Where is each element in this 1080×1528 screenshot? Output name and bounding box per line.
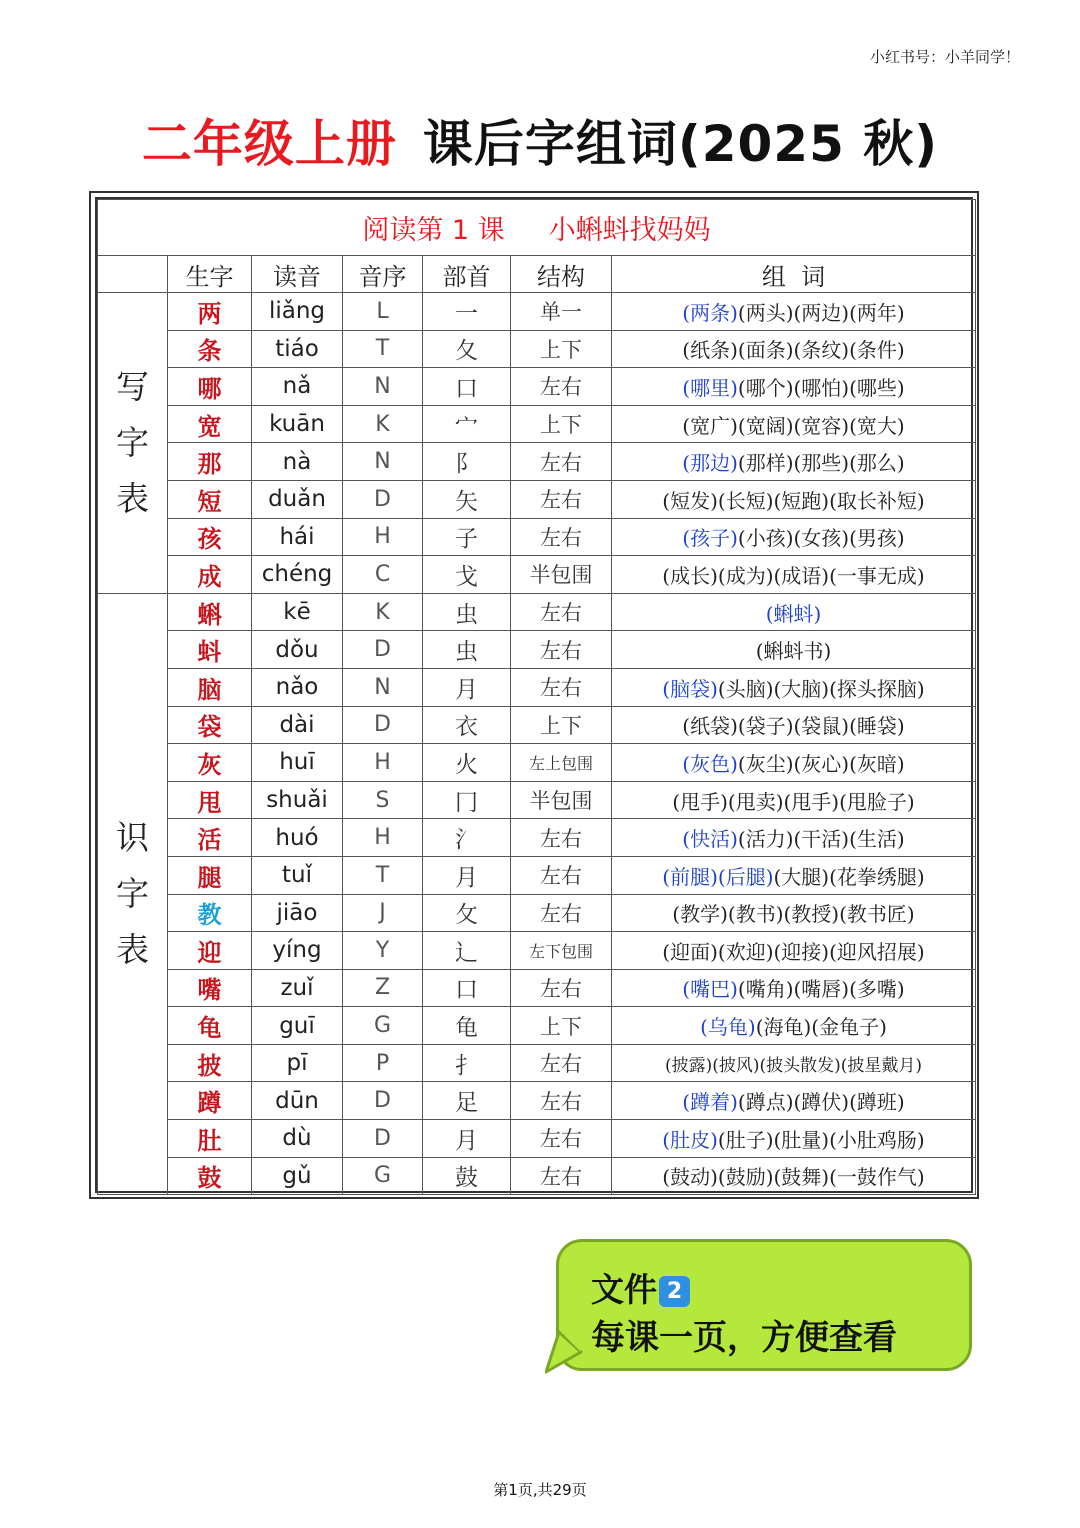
header-radical: 部首 — [423, 256, 511, 293]
char-cell: 蝌 — [168, 593, 252, 631]
word-item: (蹲点) — [737, 1090, 794, 1115]
char-cell: 条 — [168, 330, 252, 368]
words-cell — [612, 969, 976, 1007]
table-row — [98, 368, 976, 406]
pinyin-cell: chéng — [252, 556, 343, 594]
word-item: (长短) — [717, 488, 774, 513]
words-cell — [612, 1157, 976, 1195]
char-cell: 哪 — [168, 368, 252, 406]
word-item: (蹲班) — [849, 1090, 905, 1115]
bubble-tail-icon — [545, 1330, 585, 1375]
words-cell — [612, 556, 976, 594]
word-item: (肚量) — [773, 1127, 830, 1152]
table-row — [98, 969, 976, 1007]
order-cell: H — [343, 819, 423, 857]
word-item: (甩卖) — [727, 789, 784, 814]
header-order: 音序 — [343, 256, 423, 293]
structure-cell: 左右 — [511, 443, 612, 481]
radical-cell: 月 — [423, 1120, 511, 1158]
table-row — [98, 518, 976, 556]
radical-cell: 扌 — [423, 1044, 511, 1082]
char-cell: 披 — [168, 1044, 252, 1082]
table-row — [98, 894, 976, 932]
radical-cell: 口 — [423, 368, 511, 406]
word-item: (成语) — [773, 563, 830, 588]
radical-cell: 口 — [423, 969, 511, 1007]
title-grade: 二年级上册 — [141, 115, 397, 173]
word-item: (迎风招展) — [829, 939, 925, 964]
word-item: (花拳绣腿) — [829, 864, 925, 889]
order-cell: G — [343, 1157, 423, 1195]
pinyin-cell: kuān — [252, 405, 343, 443]
word-item: (一事无成) — [829, 563, 925, 588]
radical-cell: 虫 — [423, 593, 511, 631]
radical-cell: 戈 — [423, 556, 511, 594]
structure-cell: 左右 — [511, 593, 612, 631]
word-item: (灰色) — [682, 751, 738, 776]
word-item: (宽广) — [682, 413, 738, 438]
order-cell: K — [343, 593, 423, 631]
structure-cell: 半包围 — [511, 556, 612, 594]
word-item: (那边) — [682, 451, 738, 476]
order-cell: T — [343, 856, 423, 894]
table-row — [98, 556, 976, 594]
table-row — [98, 293, 976, 331]
word-item: (那样) — [737, 451, 794, 476]
word-item: (那些) — [793, 451, 850, 476]
bubble-file-label: 文件 — [591, 1270, 657, 1309]
word-item: (甩手) — [672, 789, 728, 814]
word-item: (灰尘) — [737, 751, 794, 776]
structure-cell: 左右 — [511, 480, 612, 518]
char-cell: 肚 — [168, 1120, 252, 1158]
pinyin-cell: liǎng — [252, 293, 343, 331]
radical-cell: 冂 — [423, 781, 511, 819]
header-pinyin: 读音 — [252, 256, 343, 293]
word-item: (肚子) — [717, 1127, 774, 1152]
order-cell: C — [343, 556, 423, 594]
char-cell: 灰 — [168, 744, 252, 782]
word-item: (披头散发) — [759, 1055, 841, 1076]
order-cell: N — [343, 668, 423, 706]
page-title — [0, 104, 1080, 176]
order-cell: D — [343, 706, 423, 744]
word-item: (袋鼠) — [793, 714, 850, 739]
watermark-text: 小红书号：小羊同学！ — [869, 48, 1020, 66]
section-label-write — [98, 293, 168, 594]
word-item: (蹲着) — [682, 1090, 738, 1115]
table-row — [98, 593, 976, 631]
char-cell: 脑 — [168, 668, 252, 706]
word-item: (女孩) — [793, 526, 850, 551]
pinyin-cell: dǒu — [252, 631, 343, 669]
structure-cell: 左右 — [511, 631, 612, 669]
words-cell — [612, 293, 976, 331]
order-cell: Y — [343, 932, 423, 970]
word-item: (教书匠) — [839, 902, 915, 927]
structure-cell: 左右 — [511, 1044, 612, 1082]
header-words: 组 词 — [612, 256, 976, 293]
order-cell: H — [343, 518, 423, 556]
word-item: (成为) — [717, 563, 774, 588]
section-label-recognize — [98, 593, 168, 1195]
table-row — [98, 668, 976, 706]
words-cell — [612, 405, 976, 443]
word-item: (披风) — [712, 1055, 760, 1076]
order-cell: K — [343, 405, 423, 443]
words-cell — [612, 1082, 976, 1120]
words-cell — [612, 668, 976, 706]
word-item: (海龟) — [755, 1015, 812, 1040]
structure-cell: 左右 — [511, 1082, 612, 1120]
structure-cell: 左右 — [511, 856, 612, 894]
words-cell — [612, 1044, 976, 1082]
vocabulary-table — [97, 199, 976, 1195]
char-cell: 嘴 — [168, 969, 252, 1007]
word-item: (迎接) — [773, 939, 830, 964]
structure-cell: 半包围 — [511, 781, 612, 819]
word-item: (肚皮) — [662, 1127, 718, 1152]
words-cell — [612, 932, 976, 970]
table-row — [98, 631, 976, 669]
char-cell: 袋 — [168, 706, 252, 744]
words-cell — [612, 443, 976, 481]
radical-cell: 阝 — [423, 443, 511, 481]
word-item: (多嘴) — [849, 977, 905, 1002]
order-cell: H — [343, 744, 423, 782]
table-frame — [89, 191, 979, 1199]
lesson-row — [98, 200, 976, 256]
bubble-line-2: 每课一页，方便查看 — [591, 1318, 897, 1358]
pinyin-cell: shuǎi — [252, 781, 343, 819]
pinyin-cell: huó — [252, 819, 343, 857]
char-cell: 教 — [168, 894, 252, 932]
structure-cell: 左上包围 — [511, 744, 612, 782]
word-item: (生活) — [849, 827, 905, 852]
pinyin-cell: pī — [252, 1044, 343, 1082]
word-item: (欢迎) — [717, 939, 774, 964]
structure-cell: 上下 — [511, 405, 612, 443]
words-cell — [612, 368, 976, 406]
words-cell — [612, 330, 976, 368]
order-cell: S — [343, 781, 423, 819]
note-bubble — [556, 1239, 972, 1371]
pinyin-cell: tiáo — [252, 330, 343, 368]
word-item: (迎面) — [662, 939, 718, 964]
order-cell: P — [343, 1044, 423, 1082]
word-item: (条纹) — [793, 338, 850, 363]
word-item: (男孩) — [849, 526, 905, 551]
word-item: (袋子) — [737, 714, 794, 739]
word-item: (大脑) — [773, 676, 830, 701]
word-item: (嘴角) — [737, 977, 794, 1002]
order-cell: J — [343, 894, 423, 932]
lesson-title — [98, 200, 976, 256]
words-cell — [612, 819, 976, 857]
order-cell: N — [343, 443, 423, 481]
word-item: (蝌蚪书) — [755, 639, 832, 664]
order-cell: Z — [343, 969, 423, 1007]
header-row — [98, 256, 976, 293]
word-item: (小肚鸡肠) — [829, 1127, 925, 1152]
char-cell: 龟 — [168, 1007, 252, 1045]
table-row — [98, 706, 976, 744]
word-item: (前腿) — [662, 864, 718, 889]
words-cell — [612, 781, 976, 819]
radical-cell: 攵 — [423, 894, 511, 932]
number-2-badge-icon: 2 — [659, 1276, 690, 1307]
word-item: (披星戴月) — [840, 1055, 923, 1076]
radical-cell: 足 — [423, 1082, 511, 1120]
word-item: (嘴巴) — [682, 977, 738, 1002]
radical-cell: 宀 — [423, 405, 511, 443]
structure-cell: 上下 — [511, 330, 612, 368]
page-footer: 第1页,共29页 — [493, 1481, 587, 1499]
char-cell: 蚪 — [168, 631, 252, 669]
words-cell — [612, 631, 976, 669]
word-item: (两年) — [849, 300, 905, 325]
pinyin-cell: kē — [252, 593, 343, 631]
word-item: (头脑) — [717, 676, 774, 701]
table-inner-frame — [95, 197, 973, 1193]
words-cell — [612, 894, 976, 932]
pinyin-cell: zuǐ — [252, 969, 343, 1007]
pinyin-cell: dūn — [252, 1082, 343, 1120]
table-row — [98, 1007, 976, 1045]
order-cell: N — [343, 368, 423, 406]
table-row — [98, 819, 976, 857]
char-cell: 活 — [168, 819, 252, 857]
structure-cell: 左右 — [511, 518, 612, 556]
radical-cell: 矢 — [423, 480, 511, 518]
radical-cell: 一 — [423, 293, 511, 331]
word-item: (面条) — [737, 338, 794, 363]
word-item: (睡袋) — [849, 714, 905, 739]
order-cell: D — [343, 480, 423, 518]
word-item: (一鼓作气) — [829, 1165, 925, 1190]
radical-cell: 鼓 — [423, 1157, 511, 1195]
word-item: (短跑) — [773, 488, 830, 513]
word-item: (蹲伏) — [793, 1090, 850, 1115]
pinyin-cell: nǎo — [252, 668, 343, 706]
lesson-number: 阅读第 1 课 — [362, 215, 505, 246]
word-item: (教书) — [727, 902, 784, 927]
table-row — [98, 744, 976, 782]
radical-cell: 月 — [423, 668, 511, 706]
radical-cell: 虫 — [423, 631, 511, 669]
title-main: 课后字组词(2025 秋) — [422, 115, 939, 173]
order-cell: G — [343, 1007, 423, 1045]
table-row — [98, 1044, 976, 1082]
table-row — [98, 781, 976, 819]
table-row — [98, 480, 976, 518]
pinyin-cell: nà — [252, 443, 343, 481]
word-item: (大腿) — [773, 864, 830, 889]
word-item: (条件) — [849, 338, 905, 363]
header-structure: 结构 — [511, 256, 612, 293]
word-item: (成长) — [662, 563, 718, 588]
word-item: (宽阔) — [737, 413, 794, 438]
pinyin-cell: jiāo — [252, 894, 343, 932]
order-cell: D — [343, 631, 423, 669]
word-item: (干活) — [793, 827, 850, 852]
char-cell: 两 — [168, 293, 252, 331]
structure-cell: 单一 — [511, 293, 612, 331]
word-item: (哪个) — [737, 375, 794, 400]
radical-cell: 子 — [423, 518, 511, 556]
pinyin-cell: nǎ — [252, 368, 343, 406]
lesson-name: 小蝌蚪找妈妈 — [548, 215, 711, 246]
pinyin-cell: dài — [252, 706, 343, 744]
radical-cell: 月 — [423, 856, 511, 894]
word-item: (后腿) — [717, 864, 774, 889]
structure-cell: 上下 — [511, 1007, 612, 1045]
word-item: (探头探脑) — [829, 676, 925, 701]
word-item: (蝌蚪) — [765, 601, 822, 626]
words-cell — [612, 518, 976, 556]
char-cell: 短 — [168, 480, 252, 518]
word-item: (甩脸子) — [839, 789, 915, 814]
word-item: (小孩) — [737, 526, 794, 551]
pinyin-cell: duǎn — [252, 480, 343, 518]
bubble-line-1 — [591, 1264, 690, 1311]
order-cell: T — [343, 330, 423, 368]
word-item: (哪怕) — [793, 375, 850, 400]
pinyin-cell: yíng — [252, 932, 343, 970]
header-char: 生字 — [168, 256, 252, 293]
word-item: (嘴唇) — [793, 977, 850, 1002]
words-cell — [612, 593, 976, 631]
word-item: (脑袋) — [662, 676, 718, 701]
pinyin-cell: guī — [252, 1007, 343, 1045]
word-item: (灰心) — [793, 751, 850, 776]
pinyin-cell: tuǐ — [252, 856, 343, 894]
word-item: (快活) — [682, 827, 738, 852]
pinyin-cell: hái — [252, 518, 343, 556]
char-cell: 迎 — [168, 932, 252, 970]
word-item: (哪些) — [849, 375, 905, 400]
pinyin-cell: dù — [252, 1120, 343, 1158]
table-row — [98, 856, 976, 894]
table-row — [98, 443, 976, 481]
word-item: (宽大) — [849, 413, 905, 438]
table-row — [98, 1082, 976, 1120]
word-item: (纸袋) — [682, 714, 738, 739]
char-cell: 甩 — [168, 781, 252, 819]
word-item: (鼓舞) — [773, 1165, 830, 1190]
char-cell: 孩 — [168, 518, 252, 556]
word-item: (两条) — [682, 300, 738, 325]
word-item: (灰暗) — [849, 751, 905, 776]
pinyin-cell: gǔ — [252, 1157, 343, 1195]
word-item: (甩手) — [783, 789, 840, 814]
radical-cell: 火 — [423, 744, 511, 782]
char-cell: 宽 — [168, 405, 252, 443]
structure-cell: 左右 — [511, 1157, 612, 1195]
words-cell — [612, 1120, 976, 1158]
radical-cell: 夂 — [423, 330, 511, 368]
word-item: (两头) — [737, 300, 794, 325]
table-row — [98, 330, 976, 368]
order-cell: L — [343, 293, 423, 331]
pinyin-cell: huī — [252, 744, 343, 782]
structure-cell: 左右 — [511, 969, 612, 1007]
char-cell: 腿 — [168, 856, 252, 894]
char-cell: 鼓 — [168, 1157, 252, 1195]
radical-cell: 辶 — [423, 932, 511, 970]
structure-cell: 上下 — [511, 706, 612, 744]
word-item: (取长补短) — [829, 488, 925, 513]
word-item: (那么) — [849, 451, 905, 476]
word-item: (披露) — [664, 1055, 713, 1076]
char-cell: 成 — [168, 556, 252, 594]
word-item: (鼓动) — [662, 1165, 718, 1190]
section-text: 写字表 — [116, 366, 149, 518]
structure-cell: 左右 — [511, 819, 612, 857]
structure-cell: 左下包围 — [511, 932, 612, 970]
structure-cell: 左右 — [511, 1120, 612, 1158]
words-cell — [612, 706, 976, 744]
structure-cell: 左右 — [511, 368, 612, 406]
header-blank — [98, 256, 168, 293]
word-item: (宽容) — [793, 413, 850, 438]
section-text: 识字表 — [116, 818, 149, 969]
order-cell: D — [343, 1082, 423, 1120]
char-cell: 那 — [168, 443, 252, 481]
word-item: (乌龟) — [700, 1015, 756, 1040]
radical-cell: 龟 — [423, 1007, 511, 1045]
char-cell: 蹲 — [168, 1082, 252, 1120]
word-item: (教授) — [783, 902, 840, 927]
word-item: (两边) — [793, 300, 850, 325]
table-row — [98, 1120, 976, 1158]
word-item: (教学) — [672, 902, 728, 927]
table-row — [98, 932, 976, 970]
word-item: (短发) — [662, 488, 718, 513]
table-row — [98, 1157, 976, 1195]
words-cell — [612, 1007, 976, 1045]
structure-cell: 左右 — [511, 668, 612, 706]
table-row — [98, 405, 976, 443]
word-item: (哪里) — [682, 375, 738, 400]
word-item: (活力) — [737, 827, 794, 852]
words-cell — [612, 480, 976, 518]
structure-cell: 左右 — [511, 894, 612, 932]
words-cell — [612, 856, 976, 894]
radical-cell: 氵 — [423, 819, 511, 857]
order-cell: D — [343, 1120, 423, 1158]
word-item: (孩子) — [682, 526, 738, 551]
words-cell — [612, 744, 976, 782]
word-item: (金龟子) — [811, 1015, 887, 1040]
word-item: (鼓励) — [717, 1165, 774, 1190]
radical-cell: 衣 — [423, 706, 511, 744]
word-item: (纸条) — [682, 338, 738, 363]
